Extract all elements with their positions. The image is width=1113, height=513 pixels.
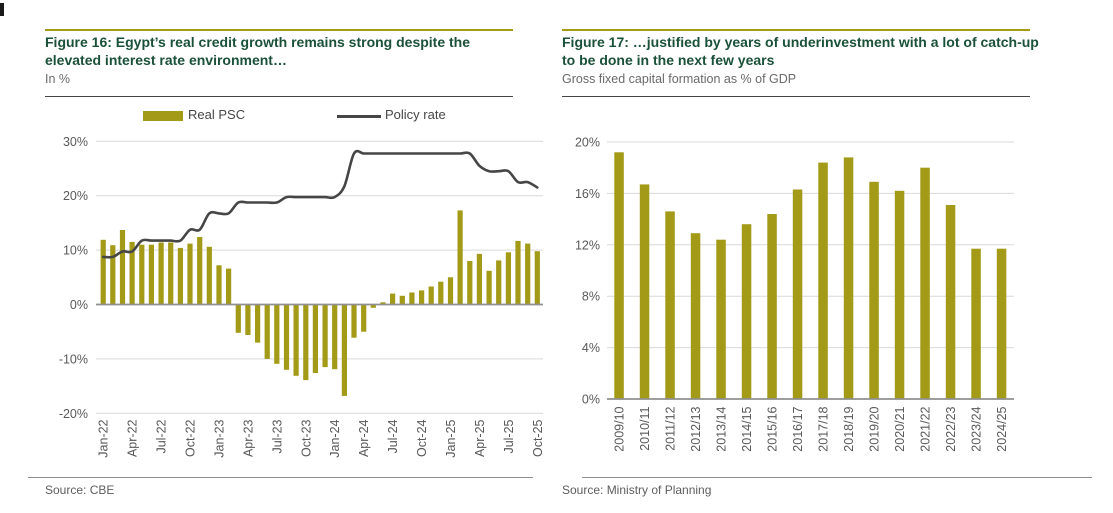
figure-16-subtitle: In %	[45, 72, 71, 86]
svg-text:20%: 20%	[574, 135, 600, 150]
figure-16-source: Source: CBE	[45, 483, 115, 497]
svg-text:Apr-23: Apr-23	[241, 419, 256, 458]
figure-17-source: Source: Ministry of Planning	[562, 483, 712, 497]
svg-text:10%: 10%	[62, 243, 88, 258]
policy-rate-legend-label: Policy rate	[385, 107, 446, 122]
real-psc-legend-label: Real PSC	[188, 107, 246, 122]
svg-text:2024/25: 2024/25	[995, 406, 1009, 452]
svg-text:8%: 8%	[581, 289, 600, 304]
svg-text:Apr-25: Apr-25	[472, 419, 487, 458]
svg-text:2022/23: 2022/23	[944, 406, 958, 452]
figure-16-top-rule	[45, 29, 513, 31]
svg-text:Jan-22: Jan-22	[96, 419, 111, 458]
figure-16-source-rule	[28, 477, 533, 478]
svg-text:30%: 30%	[62, 134, 88, 149]
svg-text:Oct-22: Oct-22	[183, 419, 198, 458]
svg-text:2018/19: 2018/19	[842, 406, 856, 452]
svg-text:2013/14: 2013/14	[714, 406, 729, 452]
svg-text:2023/24: 2023/24	[969, 406, 984, 452]
svg-text:4%: 4%	[581, 341, 600, 356]
figure-16-panel	[0, 0, 556, 513]
figure-16-header-rule	[45, 96, 513, 97]
svg-text:Oct-24: Oct-24	[415, 419, 430, 458]
svg-text:Jul-24: Jul-24	[386, 419, 401, 454]
figure-16-title: Figure 16: Egypt’s real credit growth remains strong despite the elevated interest rate environment…	[45, 34, 471, 68]
svg-text:Apr-22: Apr-22	[125, 419, 140, 458]
svg-text:2009/10: 2009/10	[612, 406, 627, 452]
svg-text:Jan-25: Jan-25	[444, 419, 458, 458]
svg-text:2010/11: 2010/11	[638, 406, 652, 451]
figure-17-panel	[557, 0, 1113, 513]
figure-17-subtitle: Gross fixed capital formation as % of GDP	[562, 72, 797, 86]
figure-17-source-rule	[582, 477, 1092, 478]
svg-text:2020/21: 2020/21	[893, 406, 907, 452]
svg-text:2021/22: 2021/22	[918, 406, 933, 452]
svg-text:2019/20: 2019/20	[867, 406, 882, 452]
svg-text:0%: 0%	[581, 392, 600, 407]
svg-text:12%: 12%	[574, 238, 600, 253]
figure-17-title: Figure 17: …justified by years of underinvestment with a lot of catch-up to be done in the next few years	[562, 34, 1039, 68]
svg-text:Jan-24: Jan-24	[328, 419, 343, 458]
svg-text:Jul-23: Jul-23	[270, 419, 285, 454]
svg-text:0%: 0%	[69, 298, 88, 312]
svg-text:Oct-23: Oct-23	[299, 419, 314, 458]
svg-text:Jul-25: Jul-25	[501, 419, 516, 454]
svg-text:2016/17: 2016/17	[791, 406, 805, 452]
svg-text:Oct-25: Oct-25	[530, 419, 545, 458]
svg-text:2014/15: 2014/15	[740, 406, 754, 452]
figure-17-top-rule	[562, 29, 1030, 31]
svg-text:16%: 16%	[574, 186, 600, 201]
svg-text:Apr-24: Apr-24	[357, 419, 372, 458]
svg-text:-10%: -10%	[58, 352, 88, 367]
svg-text:-20%: -20%	[58, 406, 88, 421]
svg-text:20%: 20%	[62, 189, 88, 204]
svg-text:Jan-23: Jan-23	[212, 419, 227, 458]
figure-17-chart	[557, 100, 1113, 477]
svg-text:2012/13: 2012/13	[689, 406, 703, 452]
figure-17-header-rule	[562, 96, 1030, 97]
svg-text:2015/16: 2015/16	[765, 406, 780, 452]
svg-text:2017/18: 2017/18	[816, 406, 831, 452]
svg-text:Jul-22: Jul-22	[154, 419, 169, 454]
svg-text:2011/12: 2011/12	[663, 406, 678, 451]
figure-16-chart	[0, 100, 556, 477]
